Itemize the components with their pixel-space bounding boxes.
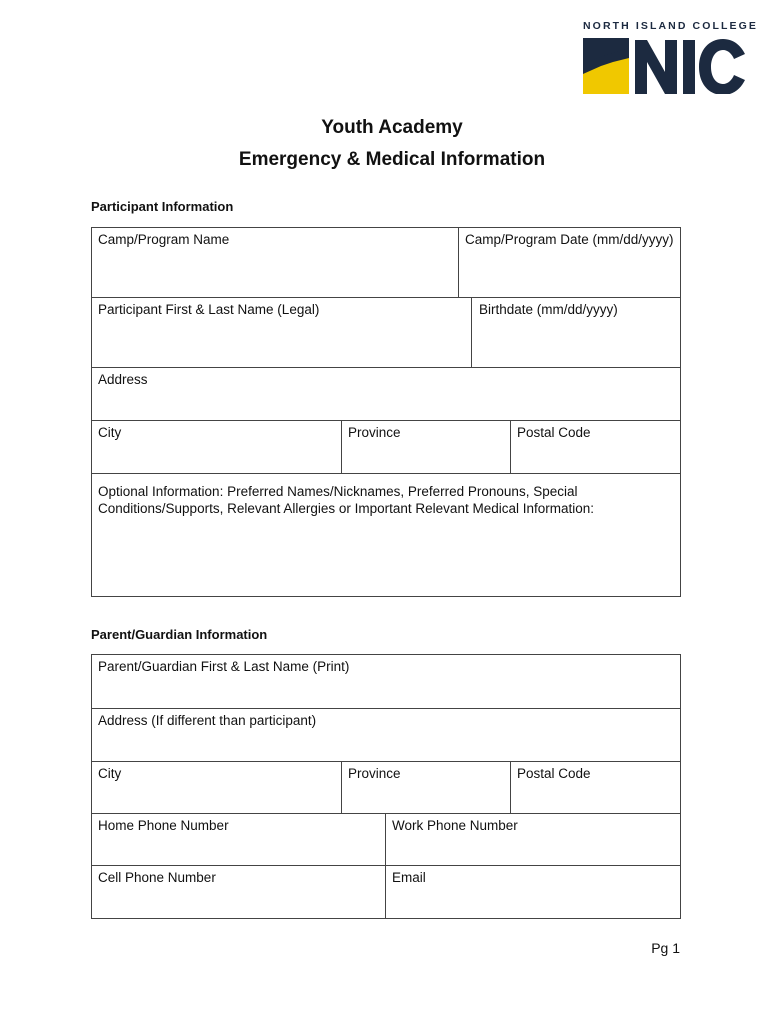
participant-province-field[interactable]: Province [341, 420, 511, 474]
guardian-province-field[interactable]: Province [341, 761, 511, 814]
participant-city-field[interactable]: City [91, 420, 342, 474]
participant-section-heading: Participant Information [91, 199, 234, 214]
guardian-address-field[interactable]: Address (If different than participant) [91, 708, 681, 762]
nic-logo [583, 38, 748, 94]
form-title: Youth Academy [321, 117, 463, 138]
cell-phone-field[interactable]: Cell Phone Number [91, 865, 386, 919]
home-phone-field[interactable]: Home Phone Number [91, 813, 386, 866]
email-field[interactable]: Email [385, 865, 681, 919]
guardian-postal-code-field[interactable]: Postal Code [510, 761, 681, 814]
birthdate-field[interactable]: Birthdate (mm/dd/yyyy) [471, 297, 681, 368]
page-number: Pg 1 [651, 940, 680, 956]
org-name: NORTH ISLAND COLLEGE [583, 20, 758, 32]
participant-address-field[interactable]: Address [91, 367, 681, 421]
guardian-section-heading: Parent/Guardian Information [91, 627, 268, 642]
participant-postal-code-field[interactable]: Postal Code [510, 420, 681, 474]
camp-program-name-field[interactable]: Camp/Program Name [91, 227, 459, 298]
guardian-name-field[interactable]: Parent/Guardian First & Last Name (Print) [91, 654, 681, 709]
camp-program-date-field[interactable]: Camp/Program Date (mm/dd/yyyy) [458, 227, 681, 298]
form-subtitle: Emergency & Medical Information [238, 149, 546, 170]
guardian-city-field[interactable]: City [91, 761, 342, 814]
participant-name-field[interactable]: Participant First & Last Name (Legal) [91, 297, 472, 368]
work-phone-field[interactable]: Work Phone Number [385, 813, 681, 866]
optional-info-field[interactable]: Optional Information: Preferred Names/Nicknames, Preferred Pronouns, Special Conditions/Supports, Relevant Allergies or Important Relevant Medical Information: [91, 473, 681, 597]
